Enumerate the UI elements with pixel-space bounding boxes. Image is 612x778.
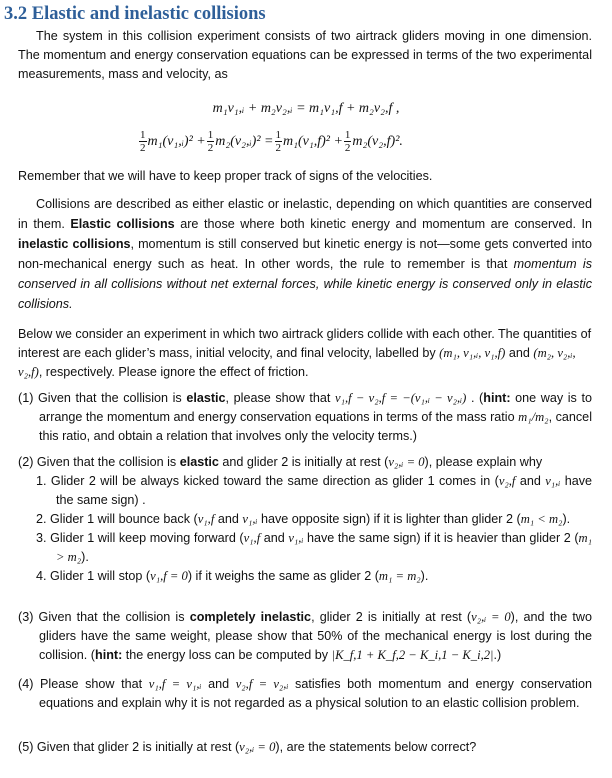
- energy-term-1: m₁(v₁,ᵢ)² +: [147, 133, 206, 149]
- energy-term-4: m₂(v₂,f)².: [352, 133, 403, 149]
- fraction-half: $\frac{1}{2}$: [207, 128, 214, 154]
- question-1: (1) Given that the collision is elastic, please show that v₁,f − v₂,f = −(v₁,ᵢ − v₂,ᵢ) . (hint: one way is to arrange the momentum and energy conservation equations in terms of the mass ratio m₁/m₂, cancel this ratio, and obtain a relation that involves only the velocity terms.): [18, 391, 592, 443]
- energy-term-3: m₁(v₁,f)² +: [283, 133, 343, 149]
- section-title: 3.2 Elastic and inelastic collisions: [4, 4, 266, 24]
- fraction-half: $\frac{1}{2}$: [344, 128, 351, 154]
- question-4: (4) Please show that v₁,f = v₁,ᵢ and v₂,f = v₂,ᵢ satisfies both momentum and energy conservation equations and explain why it is not regarded as a physical solution to an elastic collision problem.: [18, 677, 592, 710]
- list-item: 1. Glider 2 will be always kicked toward the same direction as glider 1 comes in (v₂,f and v₁,ᵢ have the same sign) .: [36, 474, 593, 507]
- energy-term-2: m₂(v₂,ᵢ)² =: [215, 133, 274, 149]
- momentum-equation: m₁v₁,ᵢ + m₂v₂,ᵢ = m₁v₁,f + m₂v₂,f ,: [212, 101, 400, 116]
- fraction-half: $\frac{1}{2}$: [275, 128, 281, 154]
- question-2: (2) Given that the collision is elastic and glider 2 is initially at rest (v₂,ᵢ = 0), please explain why: [18, 455, 543, 469]
- list-item: 4. Glider 1 will stop (v₁,f = 0) if it weighs the same as glider 2 (m₁ = m₂).: [36, 569, 429, 583]
- energy-equation: [138, 124, 403, 158]
- collisions-paragraph: Collisions are described as either elastic or inelastic, depending on which quantities are conserved in them. Elastic collisions are those where both kinetic energy and momentum are conserved. In inelastic collisions, momentum is still conserved but kinetic energy is not—some gets converted into non-mechanical energy such as heat. In other words, the rule to remember is that momentum is conserved in all collisions without net external forces, while kinetic energy is conserved only in elastic collisions.: [18, 197, 593, 311]
- intro-paragraph: [18, 27, 592, 84]
- question-3: (3) Given that the collision is completely inelastic, glider 2 is initially at rest (v₂,ᵢ = 0), and the two gliders have the same weight, please show that 50% of the mechanical energy is lost during the collision. (hint: the energy loss can be computed by |K_f,1 + K_f,2 − K_i,1 − K_i,2|.): [18, 610, 592, 662]
- question-5: (5) Given that glider 2 is initially at rest (v₂,ᵢ = 0), are the statements below correct?: [18, 740, 477, 754]
- list-item: 3. Glider 1 will keep moving forward (v₁,f and v₁,ᵢ have the same sign) if it is heavier than glider 2 (m₁ > m₂).: [36, 531, 592, 564]
- intro-text: The system in this collision experiment consists of two airtrack gliders moving in one dimension. The momentum and energy conservation equations can be expressed in terms of the two experimental measurements, mass and velocity, as: [18, 29, 592, 81]
- below-paragraph: Below we consider an experiment in which two airtrack gliders collide with each other. The quantities of interest are each glider’s mass, initial velocity, and final velocity, labelled by (m₁, v₁,ᵢ, v₁,f) and (m₂, v₂,ᵢ, v₂,f), respectively. Please ignore the effect of friction.: [18, 327, 592, 379]
- question-2-items: [18, 472, 592, 586]
- remember-line: Remember that we will have to keep proper track of signs of the velocities.: [18, 169, 433, 183]
- list-item: 2. Glider 1 will bounce back (v₁,f and v₁,ᵢ have opposite sign) if it is lighter than glider 2 (m₁ < m₂).: [36, 512, 571, 526]
- fraction-half: $\frac{1}{2}$: [140, 128, 146, 154]
